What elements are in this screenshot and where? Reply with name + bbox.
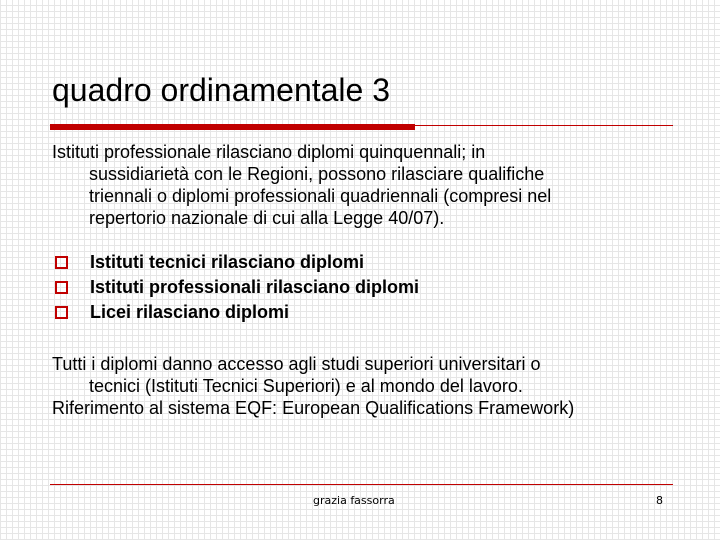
paragraph-accesso-studi: [52, 353, 672, 419]
paragraph-line: Istituti professionale rilasciano diplomi quinquennali; in: [52, 142, 486, 162]
paragraph-line: repertorio nazionale di cui alla Legge 40/07).: [89, 208, 445, 228]
paragraph-istituti-professionali: [52, 141, 672, 229]
square-bullet-icon: [55, 281, 68, 294]
paragraph-line: sussidiarietà con le Regioni, possono rilasciare qualifiche: [89, 164, 545, 184]
paragraph-line: Riferimento al sistema EQF: European Qualifications Framework): [52, 398, 575, 418]
title-underline-thin: [415, 125, 673, 126]
paragraph-line: tecnici (Istituti Tecnici Superiori) e al mondo del lavoro.: [89, 376, 523, 396]
slide-number: 8: [656, 494, 663, 507]
bullet-item: [52, 300, 419, 325]
title-underline-thick: [50, 124, 415, 130]
paragraph-line: triennali o diplomi professionali quadriennali (compresi nel: [89, 186, 552, 206]
paragraph-line: Tutti i diplomi danno accesso agli studi superiori universitari o: [52, 354, 541, 374]
footer-divider: [50, 484, 673, 485]
bullet-text: Licei rilasciano diplomi: [90, 302, 290, 322]
bullet-item: [52, 250, 419, 275]
bullet-text: Istituti professionali rilasciano diplomi: [90, 277, 420, 297]
bullet-text: Istituti tecnici rilasciano diplomi: [90, 252, 365, 272]
bullet-list: [52, 250, 419, 325]
slide-title: quadro ordinamentale 3: [52, 72, 391, 108]
bullet-item: [52, 275, 419, 300]
square-bullet-icon: [55, 256, 68, 269]
square-bullet-icon: [55, 306, 68, 319]
footer-author: grazia fassorra: [313, 494, 395, 507]
